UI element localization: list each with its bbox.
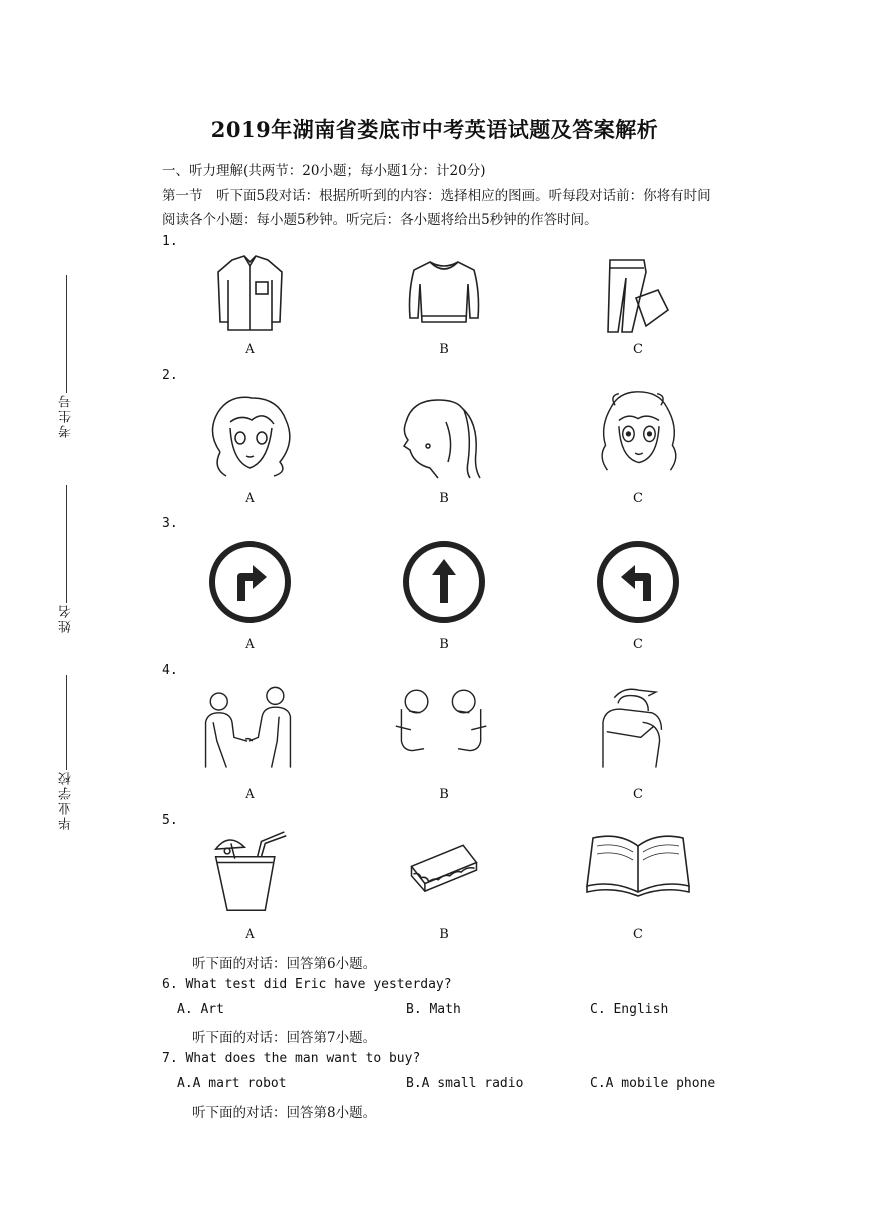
book-icon <box>583 830 693 900</box>
option-label: C <box>633 491 643 506</box>
option-label: B <box>439 927 449 942</box>
listen-instruction-q7: 听下面的对话：回答第7小题。 <box>192 1030 377 1046</box>
option-label: A <box>245 491 255 506</box>
sweater-icon <box>394 252 494 338</box>
instructions-line-2: 阅读各个小题：每小题5秒钟。听完后：各小题将给出5秒钟的作答时间。 <box>162 212 598 228</box>
question-number: 3. <box>162 516 178 531</box>
question-7-option-b: B.A small radio <box>406 1076 524 1091</box>
option-label: A <box>245 927 255 942</box>
question-number: 2. <box>162 368 178 383</box>
drink-icon <box>200 830 300 916</box>
page-title: 2019年湖南省娄底市中考英语试题及答案解析 <box>210 117 659 142</box>
option-label: C <box>633 637 643 652</box>
question-6-stem: 6. What test did Eric have yesterday? <box>162 977 452 992</box>
question-number: 4. <box>162 663 178 678</box>
turn-left-sign-icon <box>595 539 681 625</box>
option-label: A <box>245 787 255 802</box>
question-6-option-c: C. English <box>590 1002 669 1017</box>
ponytail-girl-icon <box>394 392 494 478</box>
shirt-icon <box>200 252 300 338</box>
option-label: C <box>633 927 643 942</box>
option-label: B <box>439 637 449 652</box>
curly-hair-girl-icon <box>200 392 300 478</box>
option-label: B <box>439 491 449 506</box>
go-straight-sign-icon <box>401 539 487 625</box>
option-label: B <box>439 342 449 357</box>
question-7-option-c: C.A mobile phone <box>590 1076 716 1091</box>
option-label: B <box>439 787 449 802</box>
name-label: 姓名 <box>58 603 74 633</box>
option-label: A <box>245 342 255 357</box>
exam-number-label: 考生号 <box>58 393 74 438</box>
question-number: 5. <box>162 813 178 828</box>
exam-number-field <box>52 275 80 445</box>
hug-icon <box>586 684 686 770</box>
question-number: 1. <box>162 234 178 249</box>
question-7-option-a: A.A mart robot <box>177 1076 287 1091</box>
handshake-icon <box>198 684 298 770</box>
question-7-stem: 7. What does the man want to buy? <box>162 1051 421 1066</box>
question-6-option-a: A. Art <box>177 1002 224 1017</box>
section-heading: 一、听力理解(共两节：20小题；每小题1分：计20分) <box>162 163 486 179</box>
school-field <box>52 675 80 835</box>
name-field <box>52 485 80 640</box>
option-label: C <box>633 787 643 802</box>
school-label: 毕业学校 <box>58 770 74 830</box>
sandwich-icon <box>394 830 494 916</box>
listen-instruction-q6: 听下面的对话：回答第6小题。 <box>192 956 377 972</box>
option-label: A <box>245 637 255 652</box>
long-wavy-hair-girl-icon <box>588 388 688 474</box>
question-6-option-b: B. Math <box>406 1002 461 1017</box>
pants-icon <box>588 252 688 338</box>
listen-instruction-q8: 听下面的对话：回答第8小题。 <box>192 1105 377 1121</box>
option-label: C <box>633 342 643 357</box>
waving-icon <box>392 684 492 770</box>
instructions-line-1: 第一节 听下面5段对话：根据所听到的内容：选择相应的图画。听每段对话前：你将有时间 <box>162 188 711 204</box>
turn-right-sign-icon <box>207 539 293 625</box>
